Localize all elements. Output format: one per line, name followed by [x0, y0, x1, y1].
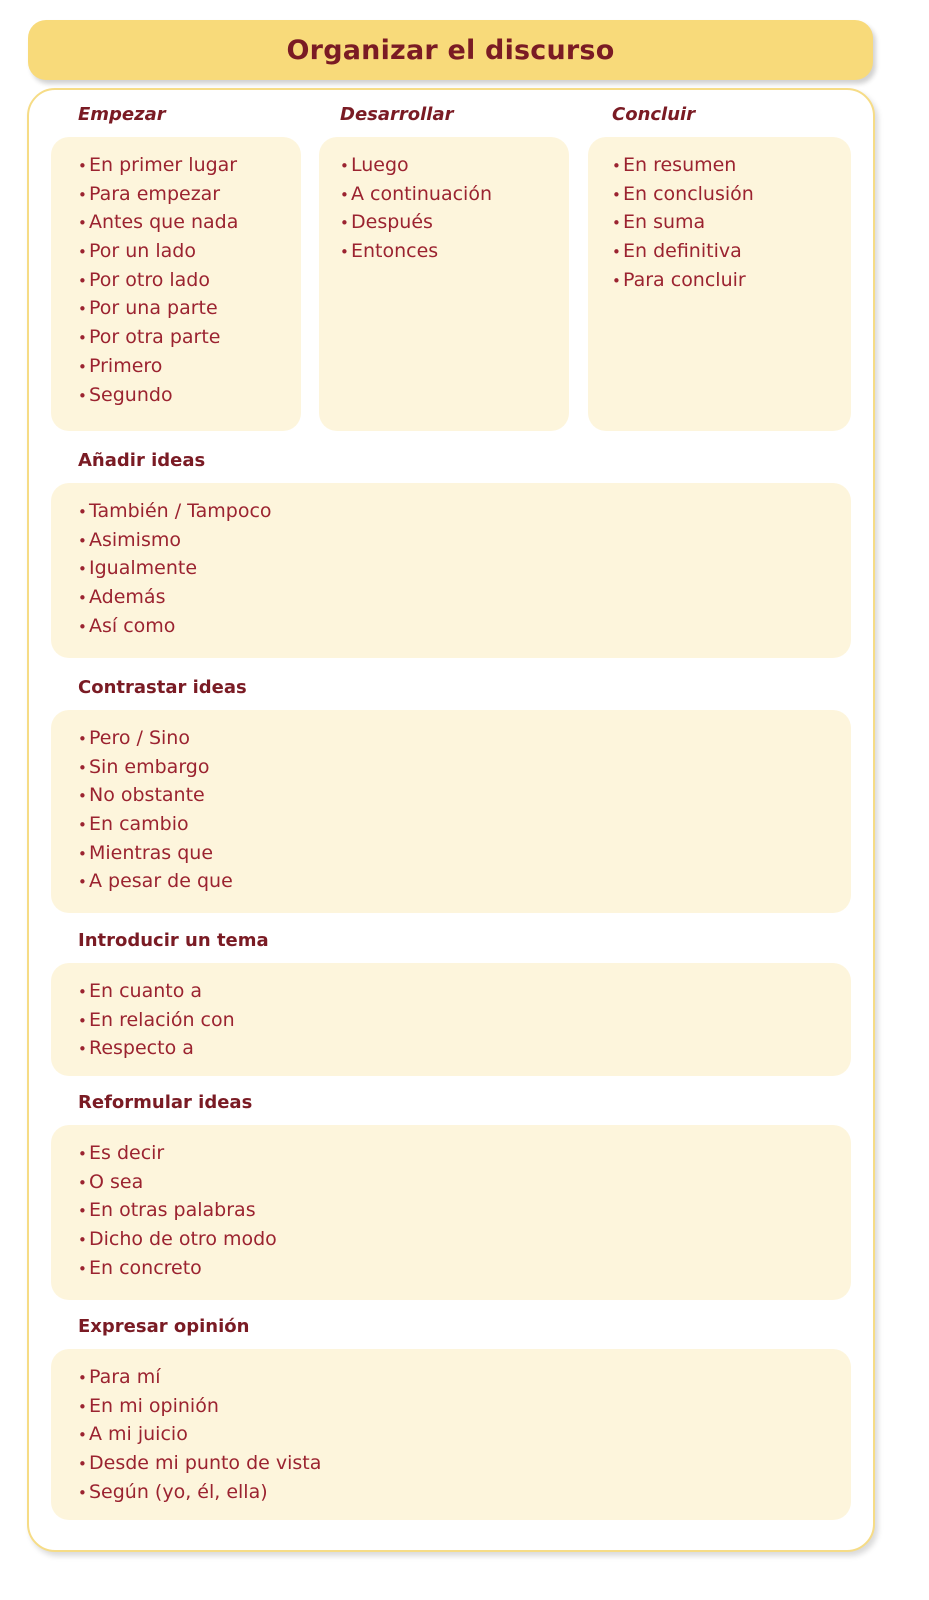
bullet-icon: • [78, 730, 87, 748]
bullet-icon: • [78, 271, 87, 290]
list-anadir-ideas [78, 497, 272, 640]
column-heading-empezar: Empezar [78, 104, 166, 125]
list-item-text: En suma [623, 211, 706, 234]
title-banner [28, 20, 873, 80]
list-item [78, 208, 238, 237]
list-item [78, 237, 238, 266]
bullet-icon: • [78, 1231, 87, 1250]
list-item [78, 554, 272, 583]
bullet-icon: • [340, 243, 349, 262]
list-item-text: Igualmente [89, 557, 198, 580]
bullet-icon: • [78, 1369, 87, 1387]
list-item-text: También / Tampoco [89, 500, 272, 522]
list-item [78, 839, 233, 868]
section-heading-expresar-opinion: Expresar opinión [78, 1316, 250, 1337]
list-item-text: Después [351, 211, 433, 234]
section-heading-introducir-un-tema: Introducir un tema [78, 930, 269, 951]
list-item-text: Antes que nada [89, 211, 239, 234]
list-item [340, 180, 492, 209]
bullet-icon: • [612, 185, 621, 204]
list-item [78, 1363, 321, 1392]
bullet-icon: • [78, 1483, 87, 1502]
bullet-icon: • [78, 1202, 87, 1221]
list-item [78, 381, 238, 410]
bullet-icon: • [78, 300, 87, 319]
list-item [78, 1392, 321, 1421]
list-empezar [78, 151, 238, 409]
list-item [78, 1449, 321, 1478]
list-item [78, 294, 238, 323]
list-item [78, 151, 238, 180]
list-item-text: En concreto [89, 1256, 202, 1279]
bullet-icon: • [78, 1011, 87, 1030]
list-item-text: En definitiva [623, 240, 742, 263]
list-item-text: Así como [89, 614, 176, 637]
bullet-icon: • [78, 1426, 87, 1445]
list-item-text: Entonces [351, 240, 439, 263]
list-item-text: Para mí [89, 1366, 161, 1388]
column-heading-desarrollar: Desarrollar [340, 104, 454, 125]
bullet-icon: • [78, 503, 87, 521]
list-item [78, 266, 238, 295]
list-item-text: Por otra parte [89, 326, 221, 349]
list-item [340, 151, 492, 180]
list-item [78, 1168, 277, 1197]
list-item-text: Pero / Sino [89, 727, 190, 749]
list-item-text: En cambio [89, 813, 189, 836]
list-item-text: Para concluir [623, 268, 746, 291]
bullet-icon: • [340, 214, 349, 233]
list-item-text: Por una parte [89, 297, 218, 320]
list-item [78, 497, 272, 526]
bullet-icon: • [612, 214, 621, 233]
bullet-icon: • [78, 816, 87, 835]
list-item [78, 753, 233, 782]
list-expresar-opinion [78, 1363, 321, 1506]
bullet-icon: • [78, 617, 87, 636]
list-item [78, 1254, 277, 1283]
list-item-text: Por otro lado [89, 268, 210, 291]
list-item-text: En resumen [623, 154, 737, 176]
list-item [78, 1420, 321, 1449]
page-title: Organizar el discurso [286, 34, 615, 66]
list-item-text: Mientras que [89, 841, 214, 864]
bullet-icon: • [78, 214, 87, 233]
list-item-text: Por un lado [89, 240, 196, 263]
list-contrastar-ideas [78, 724, 233, 896]
list-item-text: A pesar de que [89, 870, 233, 893]
list-item [78, 352, 238, 381]
list-item [78, 1196, 277, 1225]
list-item [78, 1478, 321, 1507]
bullet-icon: • [78, 531, 87, 550]
list-item-text: Es decir [89, 1142, 165, 1164]
bullet-icon: • [78, 185, 87, 204]
list-item [78, 810, 233, 839]
list-item [78, 1034, 235, 1063]
list-item-text: En otras palabras [89, 1199, 256, 1222]
list-item [78, 612, 272, 641]
bullet-icon: • [78, 329, 87, 348]
bullet-icon: • [78, 1145, 87, 1163]
bullet-icon: • [612, 157, 621, 175]
list-item-text: No obstante [89, 784, 205, 807]
bullet-icon: • [78, 589, 87, 608]
list-item [78, 1139, 277, 1168]
list-item-text: Sin embargo [89, 755, 210, 778]
bullet-icon: • [78, 758, 87, 777]
bullet-icon: • [340, 185, 349, 204]
list-item-text: Segundo [89, 383, 173, 406]
bullet-icon: • [78, 787, 87, 806]
list-item-text: Respecto a [89, 1037, 194, 1060]
list-item-text: Primero [89, 354, 163, 377]
list-item [612, 237, 754, 266]
list-desarrollar [340, 151, 492, 266]
list-item [78, 583, 272, 612]
section-heading-anadir-ideas: Añadir ideas [78, 450, 206, 471]
list-item [340, 208, 492, 237]
bullet-icon: • [78, 243, 87, 262]
list-concluir [612, 151, 754, 294]
list-item [78, 724, 233, 753]
list-item [78, 867, 233, 896]
list-item [78, 526, 272, 555]
list-item-text: En mi opinión [89, 1394, 219, 1417]
list-item [612, 266, 754, 295]
bullet-icon: • [78, 157, 87, 175]
section-heading-contrastar-ideas: Contrastar ideas [78, 677, 247, 698]
list-item [78, 1006, 235, 1035]
list-item [78, 977, 235, 1006]
list-item-text: En conclusión [623, 182, 754, 205]
list-item-text: Según (yo, él, ella) [89, 1480, 268, 1503]
section-heading-reformular-ideas: Reformular ideas [78, 1092, 253, 1113]
list-item-text: Asimismo [89, 528, 181, 551]
list-item-text: En cuanto a [89, 980, 203, 1002]
list-item-text: A mi juicio [89, 1423, 188, 1446]
list-reformular-ideas [78, 1139, 277, 1282]
list-item [612, 151, 754, 180]
bullet-icon: • [612, 243, 621, 262]
list-item-text: En relación con [89, 1008, 235, 1031]
list-item [78, 323, 238, 352]
list-item-text: A continuación [351, 182, 492, 205]
bullet-icon: • [78, 1040, 87, 1059]
bullet-icon: • [78, 1397, 87, 1416]
column-heading-concluir: Concluir [612, 104, 696, 125]
list-item-text: O sea [89, 1170, 144, 1193]
list-item [78, 180, 238, 209]
bullet-icon: • [78, 357, 87, 376]
bullet-icon: • [78, 1455, 87, 1474]
list-item-text: En primer lugar [89, 154, 238, 176]
list-item [612, 180, 754, 209]
bullet-icon: • [78, 1173, 87, 1192]
bullet-icon: • [78, 983, 87, 1001]
list-item [340, 237, 492, 266]
list-item-text: Para empezar [89, 182, 221, 205]
bullet-icon: • [78, 873, 87, 892]
list-item [78, 1225, 277, 1254]
bullet-icon: • [78, 844, 87, 863]
list-item-text: Dicho de otro modo [89, 1228, 277, 1251]
bullet-icon: • [78, 386, 87, 405]
list-item [78, 781, 233, 810]
list-item-text: Luego [351, 154, 409, 176]
bullet-icon: • [612, 271, 621, 290]
list-item [612, 208, 754, 237]
list-introducir-un-tema [78, 977, 235, 1063]
bullet-icon: • [78, 560, 87, 579]
bullet-icon: • [340, 157, 349, 175]
list-item-text: Desde mi punto de vista [89, 1452, 322, 1475]
list-item-text: Además [89, 586, 166, 609]
bullet-icon: • [78, 1259, 87, 1278]
